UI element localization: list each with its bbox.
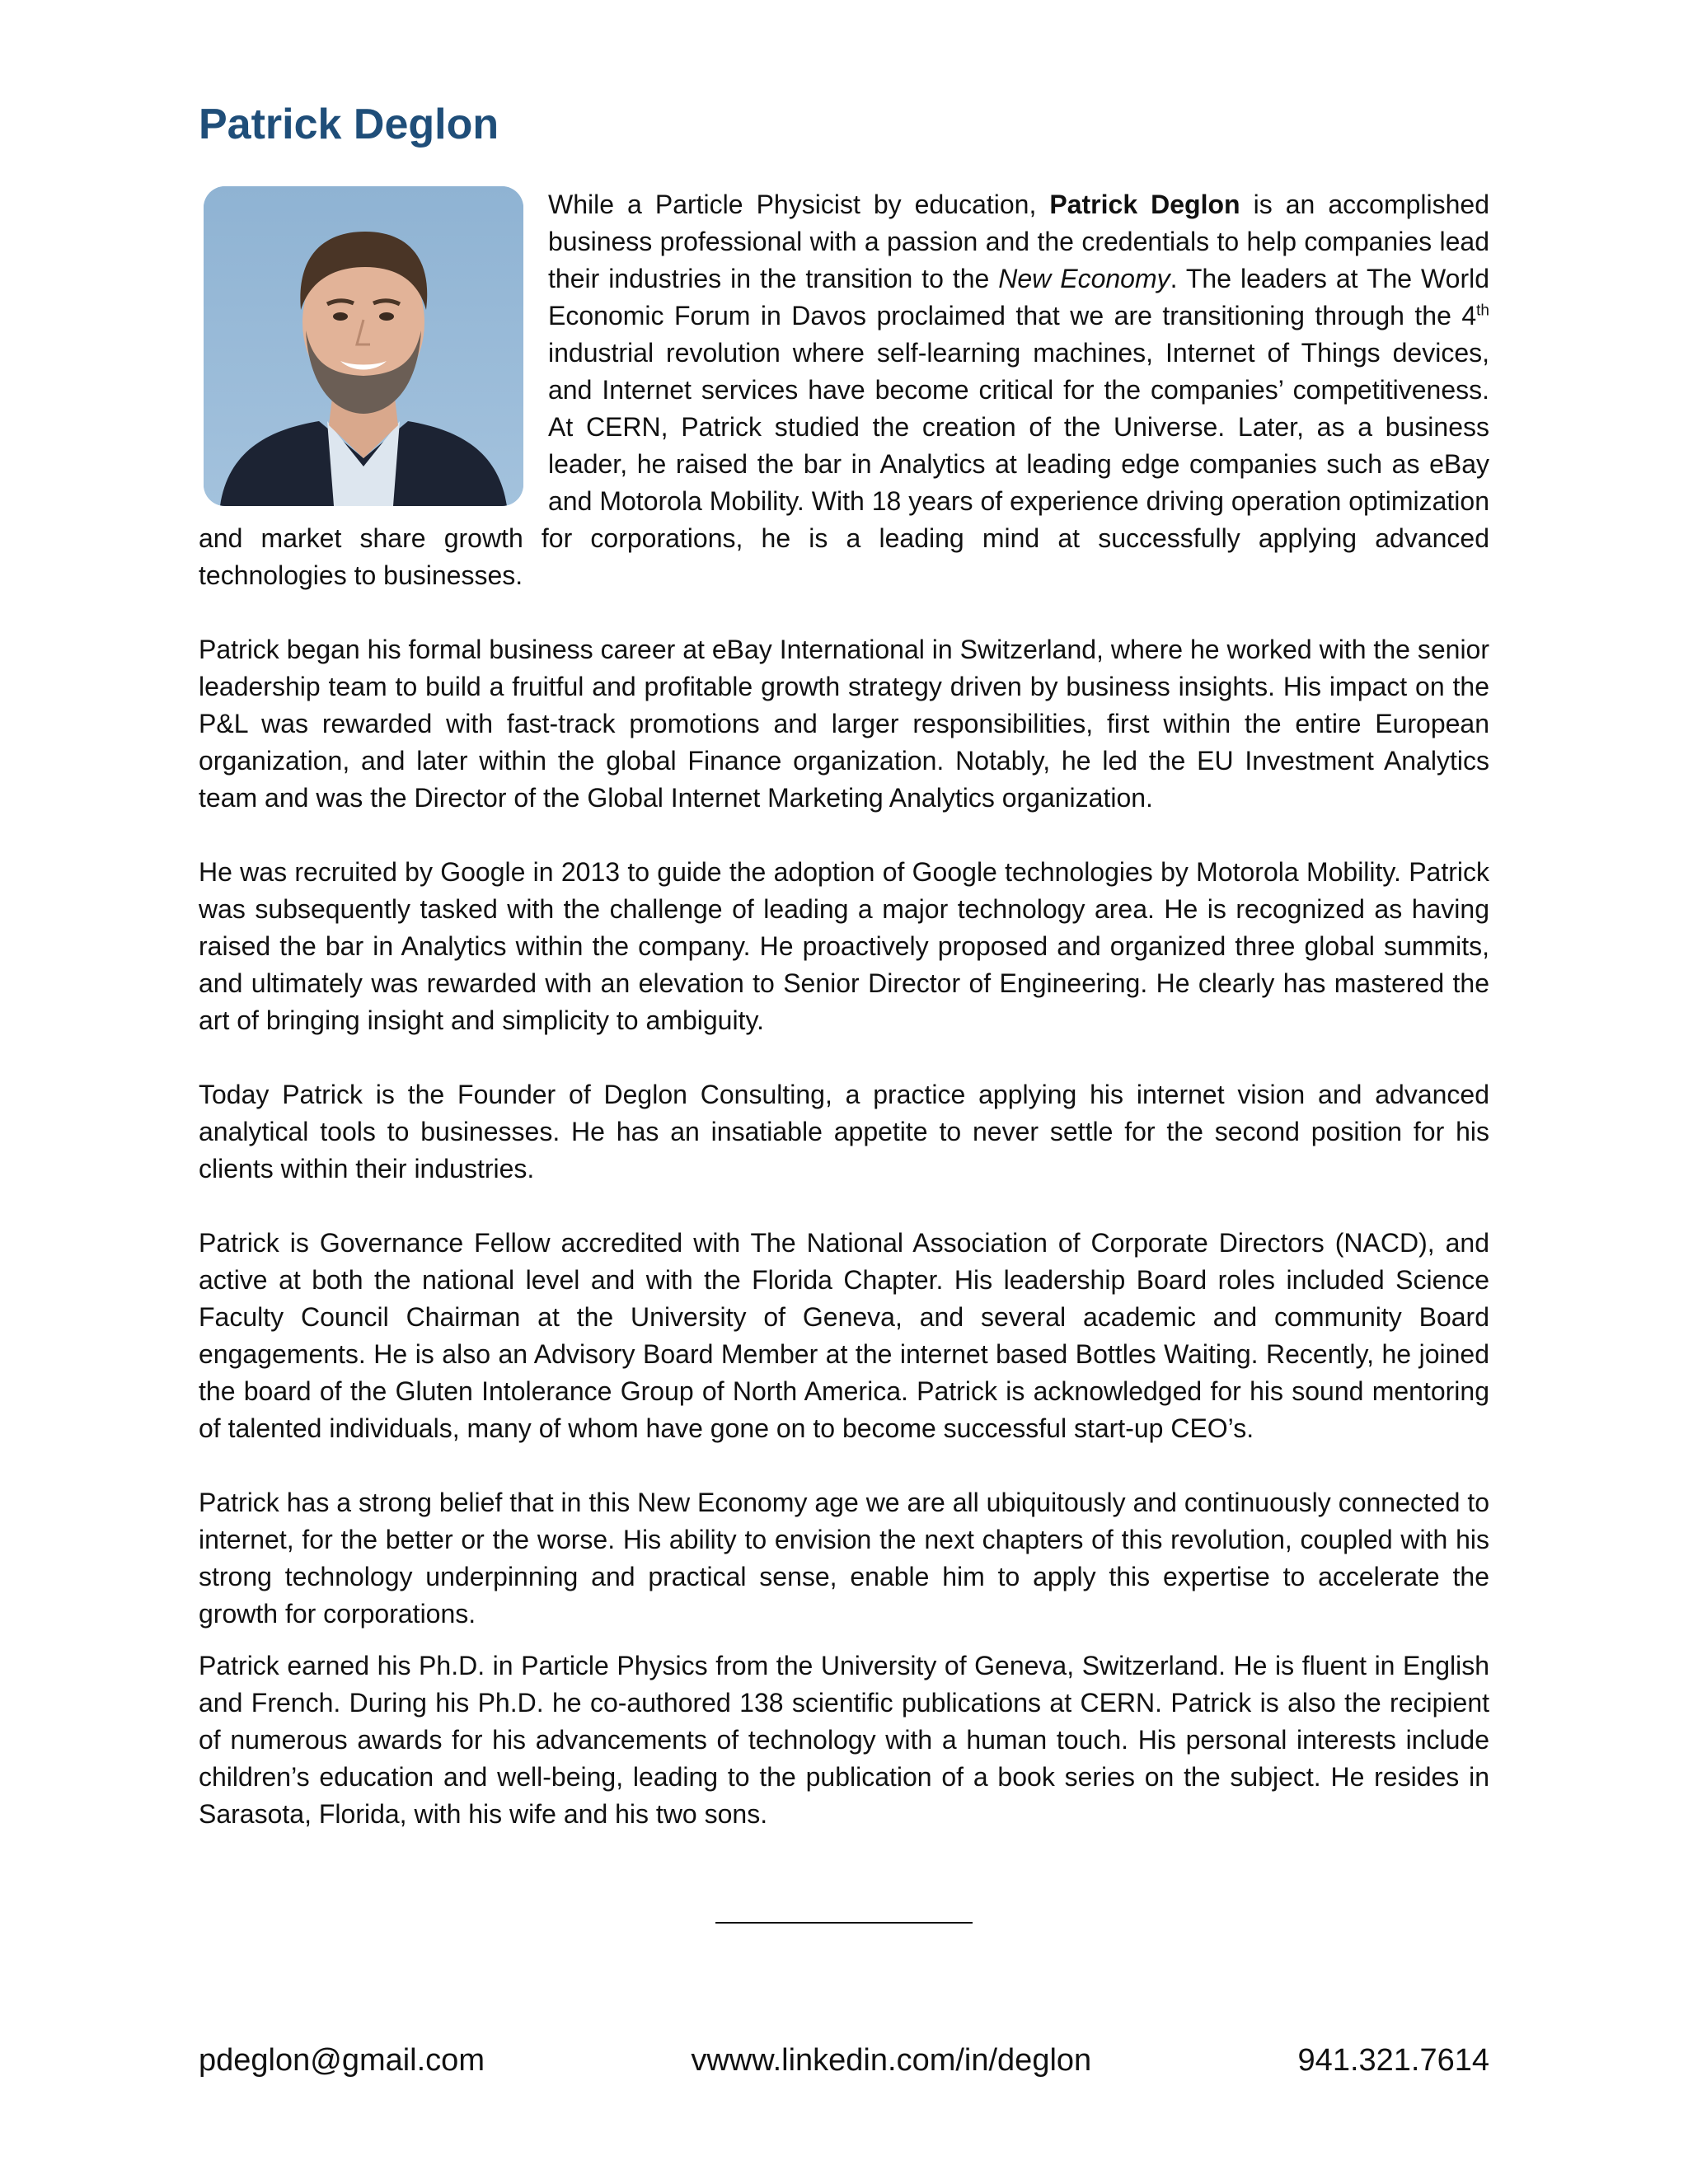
paragraph-belief: Patrick has a strong belief that in this New Economy age we are all ubiquitously and continuously connected to internet, for the better or the worse. His ability to envision the next chapters of this revolution, coupled with his strong technology underpinning and practical sense, enable him to apply this expertise to accelerate the growth for corporations. [199, 1488, 1489, 1629]
intro-emphasis: New Economy [998, 264, 1170, 294]
divider-line [715, 1922, 973, 1924]
bio-page [199, 99, 1489, 1870]
contact-footer [199, 2042, 1489, 2080]
intro-superscript: th [1476, 302, 1489, 320]
intro-text-1: While a Particle Physicist by education, [548, 190, 1050, 220]
paragraph-education: Patrick earned his Ph.D. in Particle Physics from the University of Geneva, Switzerland. He is fluent in English and French. During his Ph.D. he co-authored 138 scientific publications at CERN. Patrick is also the recipient of numerous awards for his advancements of technology with a human touch. His personal interests include children’s education and well-being, leading to the publication of a book series on the subject. He resides in Sarasota, Florida, with his wife and his two sons. [199, 1651, 1489, 1830]
linkedin-link[interactable]: vwww.linkedin.com/in/deglon [691, 2043, 1092, 2078]
email-link[interactable]: pdeglon@gmail.com [199, 2043, 485, 2078]
bio-body [199, 186, 1489, 1833]
phone-number[interactable]: 941.321.7614 [1297, 2043, 1489, 2078]
page-title: Patrick Deglon [199, 101, 499, 148]
intro-text-2: is an accomplished business professional with a passion and the credentials to help companies lead their industries in the transition to the [548, 190, 1490, 294]
paragraph-governance: Patrick is Governance Fellow accredited with The National Association of Corporate Directors (NACD), and active at both the national level and with the Florida Chapter. His leadership Board roles included Science Faculty Council Chairman at the University of Geneva, and several academic and community Board engagements. He is also an Advisory Board Member at the internet based Bottles Waiting. Recently, he joined the board of the Gluten Intolerance Group of North America. Patrick is acknowledged for his sound mentoring of talented individuals, many of whom have gone on to become successful start-up CEO’s. [199, 1228, 1489, 1444]
paragraph-consulting: Today Patrick is the Founder of Deglon Consulting, a practice applying his internet vision and advanced analytical tools to businesses. He has an insatiable appetite to never settle for the second position for his clients within their industries. [199, 1080, 1489, 1184]
paragraph-ebay: Patrick began his formal business career at eBay International in Switzerland, where he worked with the senior leadership team to build a fruitful and profitable growth strategy driven by business insights. His impact on the P&L was rewarded with fast-track promotions and larger responsibilities, first within the entire European organization, and later within the global Finance organization. Notably, he led the EU Investment Analytics team and was the Director of the Global Internet Marketing Analytics organization. [199, 635, 1489, 813]
intro-text-3: . The leaders at The World Economic Forum in Davos proclaimed that we are transitioning through the 4 [548, 264, 1490, 331]
paragraph-google: He was recruited by Google in 2013 to guide the adoption of Google technologies by Motorola Mobility. Patrick was subsequently tasked with the challenge of leading a major technology area. He is recognized as having raised the bar in Analytics within the company. He proactively proposed and organized three global summits, and ultimately was rewarded with an elevation to Senior Director of Engineering. He clearly has mastered the art of bringing insight and simplicity to ambiguity. [199, 857, 1489, 1036]
intro-text-4: industrial revolution where self-learning machines, Internet of Things devices, and Internet services have become critical for the companies’ competitiveness. At CERN, Patrick studied the creation of the Universe. Later, as a business leader, he raised the bar in Analytics at leading edge companies such as eBay and Motorola Mobility. With 18 years of experience driving operation optimization and market share growth for corporations, he is a leading mind at successfully applying advanced technologies to businesses. [199, 338, 1489, 591]
profile-photo [204, 186, 523, 506]
intro-name: Patrick Deglon [1049, 190, 1240, 220]
